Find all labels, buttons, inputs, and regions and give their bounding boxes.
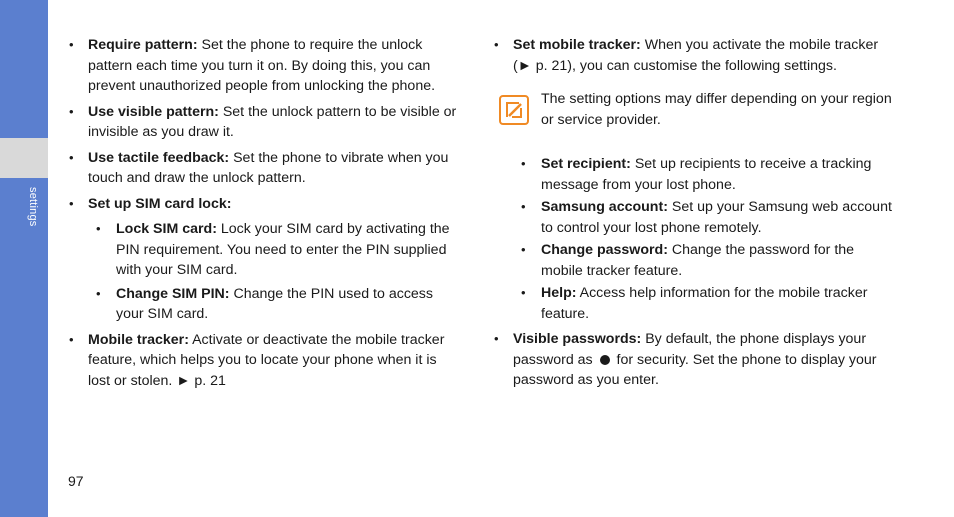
section-label: settings: [27, 187, 39, 227]
list-item-require-pattern: • Require pattern: Set the phone to require the unlock pattern each time you turn it on. By doing this, you can prevent unauthorized people from unlocking the phone.: [68, 35, 460, 97]
right-list: [493, 35, 893, 391]
right-column: [493, 35, 893, 396]
list-item-lock-sim-card: • Lock SIM card: Lock your SIM card by activating the PIN requirement. You need to enter the PIN supplied with your SIM card.: [95, 219, 460, 281]
list-item-visible-passwords: • Visible passwords: By default, the phone displays your password as for security. Set the phone to display your password as you enter.: [493, 329, 893, 391]
left-list: [68, 35, 460, 391]
sidebar: [0, 0, 48, 517]
list-item-set-recipient: • Set recipient: Set up recipients to receive a tracking message from your lost phone.: [520, 154, 893, 195]
note-box: [493, 89, 893, 141]
list-item-mobile-tracker: • Mobile tracker: Activate or deactivate the mobile tracker feature, which helps you to locate your phone when it is lost or stolen. ► p. 21: [68, 330, 460, 392]
left-column: [68, 35, 460, 396]
tracker-sub-list: [520, 154, 893, 324]
list-item-help: • Help: Access help information for the mobile tracker feature.: [520, 283, 893, 324]
sim-sub-list: [95, 219, 460, 325]
list-item-use-tactile-feedback: • Use tactile feedback: Set the phone to vibrate when you touch and draw the unlock pattern.: [68, 148, 460, 189]
sidebar-tab: [0, 138, 48, 178]
note-text: The setting options may differ depending on your region or service provider.: [541, 91, 892, 128]
list-item-change-sim-pin: • Change SIM PIN: Change the PIN used to access your SIM card.: [95, 284, 460, 325]
list-item-change-password: • Change password: Change the password for the mobile tracker feature.: [520, 240, 893, 281]
note-pencil-icon: [499, 95, 529, 125]
list-item-set-mobile-tracker: • Set mobile tracker: When you activate the mobile tracker (► p. 21), you can customise the following settings. The setting options may differ depending on your region or service provider. • Set recipient: Set up recipients to receive a tracking message from your lost phone. • Samsung account: Set up your Samsung web account to control your lost phone remotely. • Change password: Change the password for the mobile tracker feature. • Help: Access help information for the mobile tracker feature.: [493, 35, 893, 324]
list-item-samsung-account: • Samsung account: Set up your Samsung web account to control your lost phone remotely.: [520, 197, 893, 238]
dot-icon: [600, 355, 610, 365]
page-ref-arrow-icon: ►: [517, 57, 532, 74]
list-item-use-visible-pattern: • Use visible pattern: Set the unlock pattern to be visible or invisible as you draw it.: [68, 102, 460, 143]
page-ref-arrow-icon: ►: [176, 372, 191, 389]
list-item-set-up-sim-card-lock: • Set up SIM card lock: • Lock SIM card: Lock your SIM card by activating the PIN requirement. You need to enter the PIN supplied with your SIM card. • Change SIM PIN: Change the PIN used to access your SIM card.: [68, 194, 460, 325]
page-number: 97: [68, 473, 84, 489]
page-ref: p. 21: [190, 372, 226, 389]
